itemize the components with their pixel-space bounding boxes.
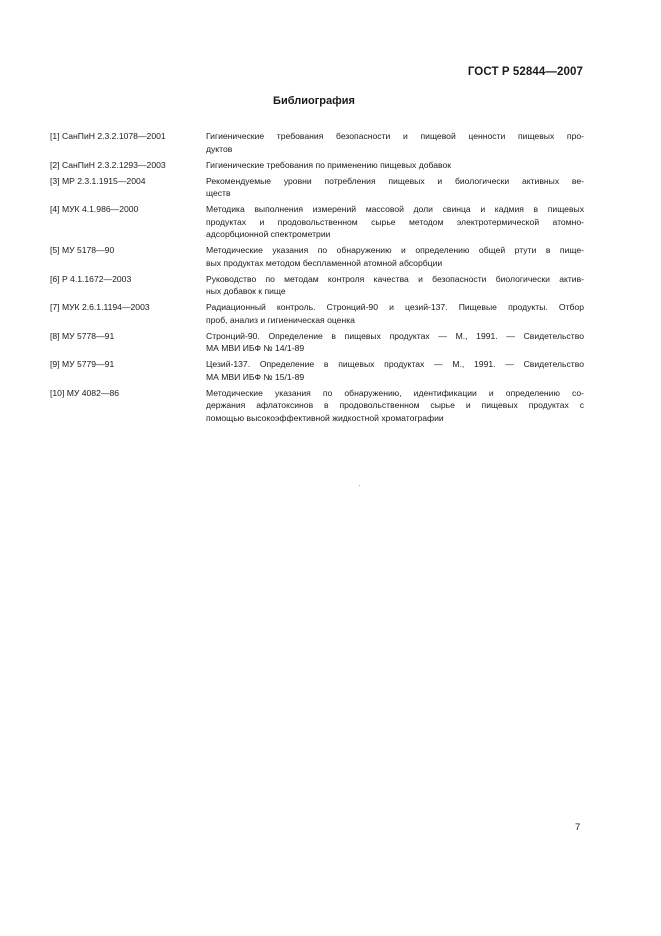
entry-line: Методические указания по обнаружению, идентификации и определению со- bbox=[206, 387, 584, 398]
entry-line: Гигиенические требования по применению пищевых добавок bbox=[206, 159, 452, 170]
entry-id: [7] МУК 2.6.1.1194—2003 bbox=[50, 302, 150, 312]
entry-line: Методические указания по обнаружению и определению общей ртути в пище- bbox=[206, 245, 584, 255]
entry-line: МА МВИ ИБФ № 15/1-89 bbox=[206, 371, 305, 382]
entry-text bbox=[206, 175, 584, 200]
entry-line: Цезий-137. Определение в пищевых продуктах — М., 1991. — Свидетельство bbox=[206, 359, 584, 369]
bibliography-entry bbox=[50, 273, 584, 298]
entry-line: МА МВИ ИБФ № 14/1-89 bbox=[206, 343, 305, 353]
entry-id: [8] МУ 5778—91 bbox=[50, 330, 115, 341]
entry-id: [4] МУК 4.1.986—2000 bbox=[50, 204, 139, 214]
entry-line: держания афлатоксинов в продовольственном сырье и пищевых продуктах с bbox=[206, 400, 584, 410]
entry-line: продуктах и продовольственном сырье методом электротермической атомно- bbox=[206, 216, 584, 227]
entry-line: дуктов bbox=[206, 143, 233, 154]
entry-text bbox=[206, 301, 584, 326]
entry-line: адсорбционной спектрометрии bbox=[206, 229, 331, 239]
document-code: ГОСТ Р 52844—2007 bbox=[467, 66, 583, 78]
bibliography-entry bbox=[50, 203, 584, 241]
entry-text bbox=[206, 159, 584, 172]
entry-text bbox=[206, 203, 584, 241]
entry-text bbox=[206, 330, 584, 355]
bibliography-entry bbox=[50, 330, 584, 355]
entry-line: вых продуктах методом беспламенной атомной абсорбции bbox=[206, 257, 443, 268]
entry-text bbox=[206, 387, 584, 425]
entry-line: Руководство по методам контроля качества и безопасности биологически актив- bbox=[206, 273, 584, 284]
entry-text bbox=[206, 244, 584, 269]
bibliography-entry bbox=[50, 159, 584, 172]
entry-line: ществ bbox=[206, 188, 231, 198]
entry-line: ных добавок к пище bbox=[206, 286, 286, 296]
bibliography-entry bbox=[50, 175, 584, 200]
bibliography-heading: Библиография bbox=[273, 95, 355, 107]
bibliography-entry bbox=[50, 130, 584, 155]
entry-text bbox=[206, 358, 584, 383]
entry-id: [6] Р 4.1.1672—2003 bbox=[50, 273, 132, 284]
entry-id: [2] СанПиН 2.3.2.1293—2003 bbox=[50, 159, 166, 170]
entry-line: помощью высокоэффективной жидкостной хроматографии bbox=[206, 412, 444, 423]
bibliography-entry bbox=[50, 244, 584, 269]
entry-id: [1] СанПиН 2.3.2.1078—2001 bbox=[50, 131, 166, 141]
bibliography-entry bbox=[50, 387, 584, 425]
entry-id: [5] МУ 5178—90 bbox=[50, 245, 115, 255]
entry-text bbox=[206, 130, 584, 155]
page-number: 7 bbox=[575, 822, 581, 833]
entry-line: Методика выполнения измерений массовой доли свинца и кадмия в пищевых bbox=[206, 204, 584, 214]
bibliography-entry bbox=[50, 301, 584, 326]
entry-line: Гигиенические требования безопасности и пищевой ценности пищевых про- bbox=[206, 131, 584, 141]
entry-id: [9] МУ 5779—91 bbox=[50, 359, 115, 369]
entry-id: [10] МУ 4082—86 bbox=[50, 387, 119, 398]
entry-id: [3] МР 2.3.1.1915—2004 bbox=[50, 175, 146, 186]
entry-line: проб, анализ и гигиеническая оценка bbox=[206, 314, 355, 325]
entry-line: Радиационный контроль. Стронций-90 и цезий-137. Пищевые продукты. Отбор bbox=[206, 302, 584, 312]
scan-speck bbox=[359, 485, 360, 486]
entry-line: Стронций-90. Определение в пищевых продуктах — М., 1991. — Свидетельство bbox=[206, 330, 584, 341]
entry-text bbox=[206, 273, 584, 298]
entry-line: Рекомендуемые уровни потребления пищевых и биологически активных ве- bbox=[206, 175, 584, 186]
bibliography-list bbox=[50, 130, 584, 428]
bibliography-entry bbox=[50, 358, 584, 383]
